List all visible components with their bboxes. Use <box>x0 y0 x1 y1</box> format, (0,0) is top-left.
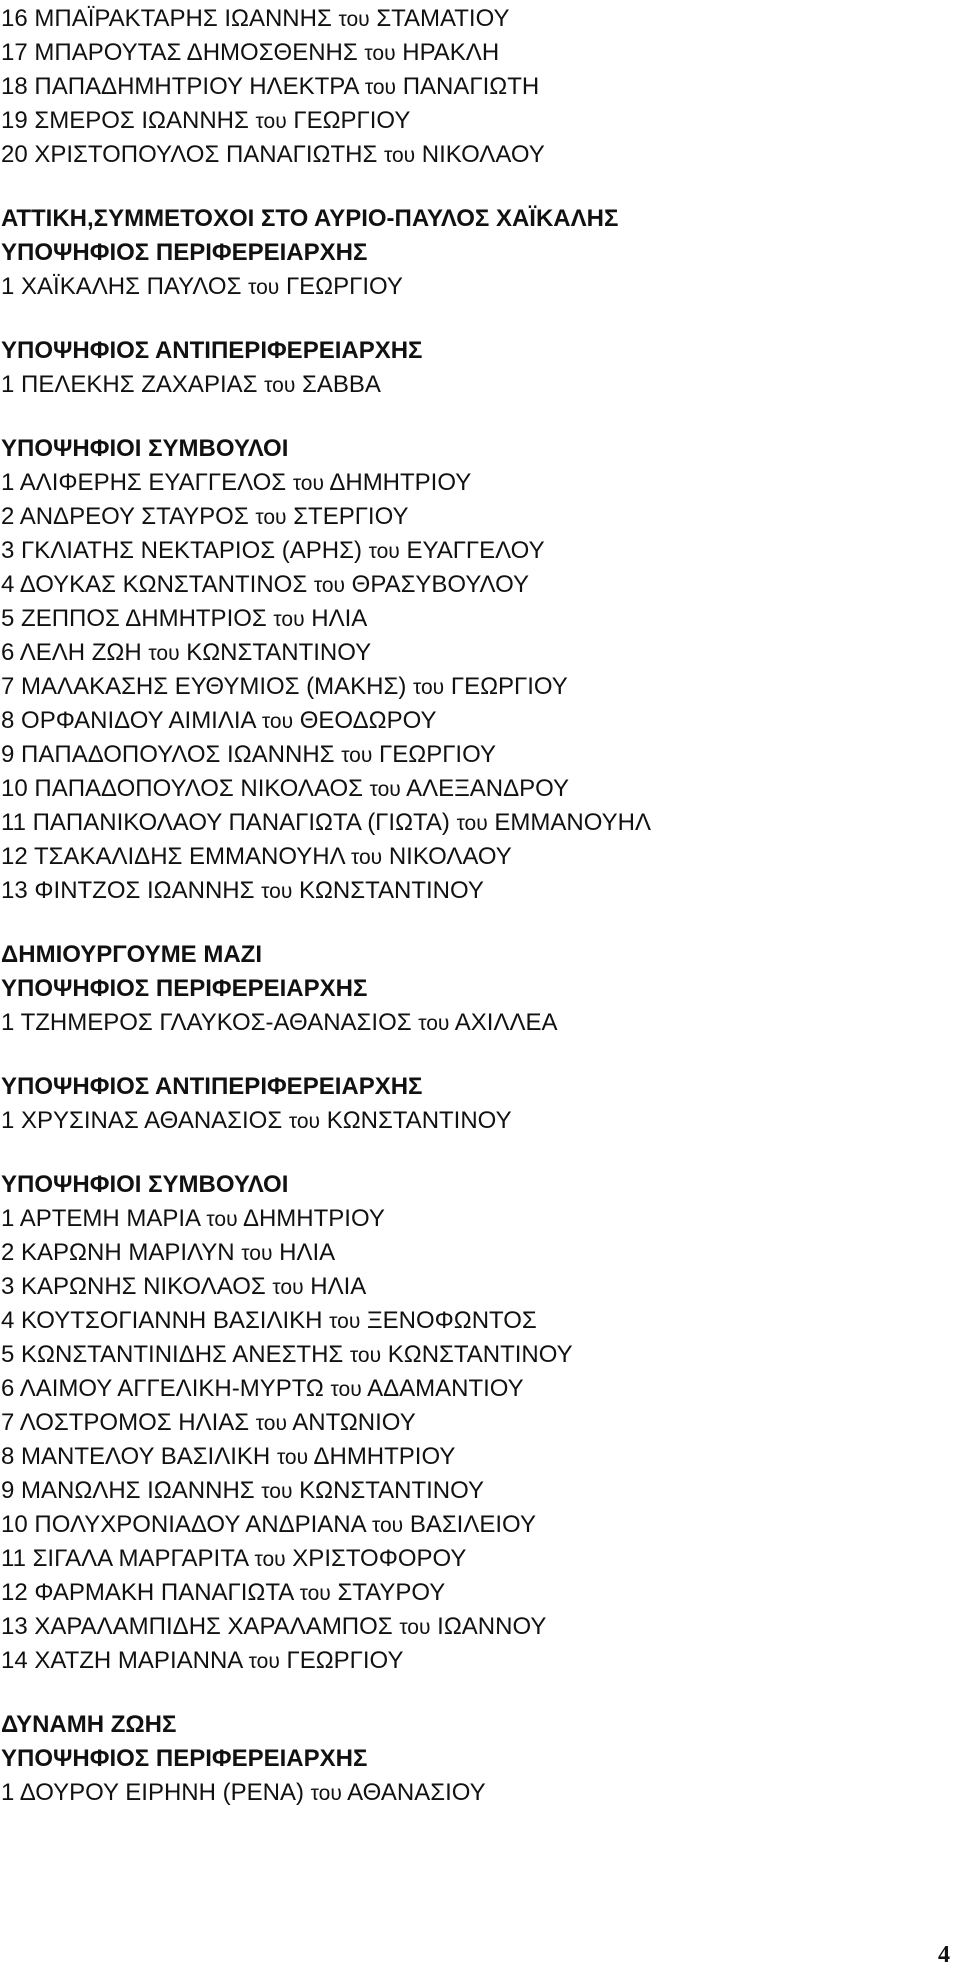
candidate-of-word: του <box>272 1276 304 1299</box>
candidate-entry <box>0 772 960 806</box>
candidate-name: ΑΡΤΕΜΗ ΜΑΡΙΑ <box>19 1205 200 1232</box>
candidate-number: 8 <box>1 1443 15 1470</box>
candidate-entry <box>0 138 960 172</box>
candidate-entry <box>0 1542 960 1576</box>
candidate-of-word: του <box>261 710 294 733</box>
candidate-of-word: του <box>418 1012 450 1035</box>
candidate-of-word: του <box>292 472 324 495</box>
page-number: 4 <box>938 1942 950 1968</box>
candidate-name: ΧΡΙΣΤΟΠΟΥΛΟΣ ΠΑΝΑΓΙΩΤΗΣ <box>34 141 378 168</box>
candidate-number: 9 <box>1 741 15 768</box>
candidate-of-word: του <box>248 276 280 299</box>
candidate-number: 12 <box>1 843 28 870</box>
candidate-entry <box>0 670 960 704</box>
candidate-entry <box>0 1338 960 1372</box>
section-spacer <box>0 1138 960 1168</box>
section-spacer <box>0 402 960 432</box>
candidate-entry <box>0 1006 960 1040</box>
candidate-number: 9 <box>1 1477 15 1504</box>
candidate-number: 11 <box>1 809 26 836</box>
candidate-entry <box>0 500 960 534</box>
candidate-of-word: του <box>241 1242 273 1265</box>
candidate-father-name: ΣΤΑΥΡΟΥ <box>337 1579 446 1606</box>
section-heading: ΥΠΟΨΗΦΙΟΣ ΑΝΤΙΠΕΡΙΦΕΡΕΙΑΡΧΗΣ <box>1 1073 423 1100</box>
candidate-name: ΧΑΪΚΑΛΗΣ ΠΑΥΛΟΣ <box>21 273 242 300</box>
candidate-father-name: ΓΕΩΡΓΙΟΥ <box>293 107 411 134</box>
candidate-father-name: ΗΡΑΚΛΗ <box>402 39 500 66</box>
candidate-entry <box>0 2 960 36</box>
candidate-entry <box>0 1474 960 1508</box>
candidate-entry <box>0 704 960 738</box>
section-heading: ΥΠΟΨΗΦΙΟΣ ΠΕΡΙΦΕΡΕΙΑΡΧΗΣ <box>1 1745 368 1772</box>
candidate-name: ΤΖΗΜΕΡΟΣ ΓΛΑΥΚΟΣ-ΑΘΑΝΑΣΙΟΣ <box>20 1009 412 1036</box>
candidate-father-name: ΑΛΕΞΑΝΔΡΟΥ <box>406 775 570 802</box>
candidate-name: ΜΠΑΪΡΑΚΤΑΡΗΣ ΙΩΑΝΝΗΣ <box>34 5 332 32</box>
candidate-entry <box>0 1576 960 1610</box>
candidate-name: ΠΟΛΥΧΡΟΝΙΑΔΟΥ ΑΝΔΡΙΑΝΑ <box>34 1511 366 1538</box>
candidate-father-name: ΕΜΜΑΝΟΥΗΛ <box>494 809 652 836</box>
candidate-number: 4 <box>1 571 15 598</box>
section-heading: ΥΠΟΨΗΦΙΟΙ ΣΥΜΒΟΥΛΟΙ <box>1 435 289 462</box>
candidate-number: 10 <box>1 775 28 802</box>
candidate-entry <box>0 104 960 138</box>
candidate-of-word: του <box>371 1514 404 1537</box>
candidate-number: 3 <box>1 537 15 564</box>
candidate-father-name: ΘΕΟΔΩΡΟΥ <box>299 707 437 734</box>
candidate-entry <box>0 36 960 70</box>
candidate-of-word: του <box>264 374 296 397</box>
candidate-name: ΔΟΥΚΑΣ ΚΩΝΣΤΑΝΤΙΝΟΣ <box>19 571 308 598</box>
candidate-of-word: του <box>456 812 488 835</box>
candidate-father-name: ΒΑΣΙΛΕΙΟΥ <box>409 1511 536 1538</box>
candidate-number: 14 <box>1 1647 28 1674</box>
candidate-name: ΠΕΛΕΚΗΣ ΖΑΧΑΡΙΑΣ <box>21 371 258 398</box>
section-spacer <box>0 908 960 938</box>
candidate-of-word: του <box>364 76 397 99</box>
candidate-of-word: του <box>288 1110 321 1133</box>
section-spacer <box>0 304 960 334</box>
candidate-number: 20 <box>1 141 28 168</box>
candidate-of-word: του <box>350 846 383 869</box>
candidate-number: 5 <box>1 1341 15 1368</box>
candidate-name: ΚΑΡΩΝΗ ΜΑΡΙΛΥΝ <box>21 1239 235 1266</box>
candidate-entry <box>0 568 960 602</box>
candidate-name: ΛΑΙΜΟΥ ΑΓΓΕΛΙΚΗ-ΜΥΡΤΩ <box>19 1375 324 1402</box>
candidate-of-word: του <box>313 574 345 597</box>
candidate-father-name: ΙΩΑΝΝΟΥ <box>437 1613 547 1640</box>
candidate-father-name: ΞΕΝΟΦΩΝΤΟΣ <box>367 1307 537 1334</box>
candidate-name: ΠΑΠΑΔΗΜΗΤΡΙΟΥ ΗΛΕΚΤΡΑ <box>34 73 359 100</box>
candidate-name: ΦΑΡΜΑΚΗ ΠΑΝΑΓΙΩΤΑ <box>34 1579 293 1606</box>
candidate-name: ΜΠΑΡΟΥΤΑΣ ΔΗΜΟΣΘΕΝΗΣ <box>34 39 358 66</box>
candidate-of-word: του <box>338 8 370 31</box>
candidate-number: 7 <box>1 1409 15 1436</box>
candidate-father-name: ΑΧΙΛΛΕΑ <box>454 1009 558 1036</box>
candidate-name: ΜΑΛΑΚΑΣΗΣ ΕΥΘΥΜΙΟΣ (ΜΑΚΗΣ) <box>21 673 407 700</box>
candidate-number: 10 <box>1 1511 28 1538</box>
candidate-name: ΠΑΠΑΝΙΚΟΛΑΟΥ ΠΑΝΑΓΙΩΤΑ (ΓΙΩΤΑ) <box>32 809 450 836</box>
candidate-of-word: του <box>413 676 445 699</box>
candidate-number: 2 <box>1 503 15 530</box>
candidate-name: ΖΕΠΠΟΣ ΔΗΜΗΤΡΙΟΣ <box>21 605 267 632</box>
candidate-name: ΤΣΑΚΑΛΙΔΗΣ ΕΜΜΑΝΟΥΗΛ <box>33 843 345 870</box>
candidate-father-name: ΓΕΩΡΓΙΟΥ <box>450 673 568 700</box>
candidate-entry <box>0 840 960 874</box>
candidate-entry <box>0 1202 960 1236</box>
candidate-entry <box>0 602 960 636</box>
candidate-number: 4 <box>1 1307 15 1334</box>
candidate-name: ΟΡΦΑΝΙΔΟΥ ΑΙΜΙΛΙΑ <box>21 707 256 734</box>
candidate-entry <box>0 1508 960 1542</box>
candidate-of-word: του <box>255 110 287 133</box>
section-spacer <box>0 172 960 202</box>
candidate-entry <box>0 806 960 840</box>
candidate-name: ΣΜΕΡΟΣ ΙΩΑΝΝΗΣ <box>34 107 249 134</box>
candidate-of-word: του <box>329 1310 361 1333</box>
candidate-number: 3 <box>1 1273 15 1300</box>
candidate-number: 2 <box>1 1239 15 1266</box>
candidate-father-name: ΔΗΜΗΤΡΙΟΥ <box>329 469 472 496</box>
candidate-father-name: ΚΩΝΣΤΑΝΤΙΝΟΥ <box>387 1341 573 1368</box>
candidate-entry <box>0 1270 960 1304</box>
candidate-entry <box>0 1776 960 1810</box>
candidate-number: 1 <box>1 1107 15 1134</box>
section-heading: ΥΠΟΨΗΦΙΟΣ ΠΕΡΙΦΕΡΕΙΑΡΧΗΣ <box>1 975 368 1002</box>
candidate-name: ΑΝΔΡΕΟΥ ΣΤΑΥΡΟΣ <box>19 503 249 530</box>
candidate-of-word: του <box>330 1378 362 1401</box>
candidate-entry <box>0 1610 960 1644</box>
candidate-father-name: ΘΡΑΣΥΒΟΥΛΟΥ <box>351 571 529 598</box>
candidate-of-word: του <box>364 42 396 65</box>
candidate-of-word: του <box>261 1480 293 1503</box>
candidate-of-word: του <box>368 540 400 563</box>
candidate-entry <box>0 1304 960 1338</box>
candidate-father-name: ΣΑΒΒΑ <box>301 371 381 398</box>
candidate-entry <box>0 1372 960 1406</box>
candidate-of-word: του <box>273 608 305 631</box>
candidate-of-word: του <box>206 1208 238 1231</box>
candidate-number: 19 <box>1 107 28 134</box>
candidate-entry <box>0 70 960 104</box>
candidate-number: 13 <box>1 1613 28 1640</box>
candidate-of-word: του <box>261 880 293 903</box>
candidate-name: ΔΟΥΡΟΥ ΕΙΡΗΝΗ (ΡΕΝΑ) <box>19 1779 304 1806</box>
candidate-father-name: ΣΤΑΜΑΤΙΟΥ <box>376 5 510 32</box>
candidate-father-name: ΚΩΝΣΤΑΝΤΙΝΟΥ <box>186 639 372 666</box>
candidate-father-name: ΑΝΤΩΝΙΟΥ <box>292 1409 416 1436</box>
candidate-name: ΜΑΝΤΕΛΟΥ ΒΑΣΙΛΙΚΗ <box>21 1443 271 1470</box>
candidate-of-word: του <box>399 1616 431 1639</box>
candidate-father-name: ΚΩΝΣΤΑΝΤΙΝΟΥ <box>299 1477 485 1504</box>
candidate-father-name: ΑΔΑΜΑΝΤΙΟΥ <box>367 1375 524 1402</box>
candidate-father-name: ΚΩΝΣΤΑΝΤΙΝΟΥ <box>298 877 484 904</box>
candidate-father-name: ΔΗΜΗΤΡΙΟΥ <box>242 1205 385 1232</box>
candidate-father-name: ΓΕΩΡΓΙΟΥ <box>286 1647 404 1674</box>
candidate-name: ΦΙΝΤΖΟΣ ΙΩΑΝΝΗΣ <box>34 877 255 904</box>
candidate-name: ΧΡΥΣΙΝΑΣ ΑΘΑΝΑΣΙΟΣ <box>21 1107 283 1134</box>
candidate-of-word: του <box>349 1344 382 1367</box>
candidate-entry <box>0 368 960 402</box>
candidate-number: 16 <box>1 5 28 32</box>
candidate-entry <box>0 874 960 908</box>
candidate-number: 1 <box>1 1009 15 1036</box>
candidate-name: ΠΑΠΑΔΟΠΟΥΛΟΣ ΝΙΚΟΛΑΟΣ <box>34 775 363 802</box>
candidate-of-word: του <box>369 778 401 801</box>
candidate-father-name: ΣΤΕΡΓΙΟΥ <box>293 503 409 530</box>
section-heading: ΔΥΝΑΜΗ ΖΩΗΣ <box>1 1711 177 1738</box>
candidate-number: 6 <box>1 1375 15 1402</box>
candidate-number: 1 <box>1 469 15 496</box>
candidate-entry <box>0 270 960 304</box>
candidate-father-name: ΓΕΩΡΓΙΟΥ <box>285 273 403 300</box>
candidate-name: ΛΟΣΤΡΟΜΟΣ ΗΛΙΑΣ <box>19 1409 250 1436</box>
candidate-father-name: ΚΩΝΣΤΑΝΤΙΝΟΥ <box>326 1107 512 1134</box>
candidate-father-name: ΗΛΙΑ <box>310 1273 367 1300</box>
candidate-entry <box>0 738 960 772</box>
candidate-number: 6 <box>1 639 15 666</box>
candidate-of-word: του <box>254 1548 286 1571</box>
candidate-number: 8 <box>1 707 15 734</box>
section-heading: ΥΠΟΨΗΦΙΟΣ ΑΝΤΙΠΕΡΙΦΕΡΕΙΑΡΧΗΣ <box>1 337 423 364</box>
candidate-name: ΧΑΤΖΗ ΜΑΡΙΑΝΝΑ <box>34 1647 242 1674</box>
candidate-entry <box>0 534 960 568</box>
section-spacer <box>0 1678 960 1708</box>
candidate-number: 12 <box>1 1579 28 1606</box>
candidate-number: 1 <box>1 1779 15 1806</box>
candidate-name: ΓΚΛΙΑΤΗΣ ΝΕΚΤΑΡΙΟΣ (ΑΡΗΣ) <box>21 537 362 564</box>
candidate-of-word: του <box>310 1782 342 1805</box>
candidate-name: ΧΑΡΑΛΑΜΠΙΔΗΣ ΧΑΡΑΛΑΜΠΟΣ <box>34 1613 393 1640</box>
candidate-entry <box>0 1236 960 1270</box>
candidate-of-word: του <box>148 642 180 665</box>
candidate-of-word: του <box>383 144 416 167</box>
candidate-of-word: του <box>248 1650 280 1673</box>
section-heading: ΥΠΟΨΗΦΙΟΣ ΠΕΡΙΦΕΡΕΙΑΡΧΗΣ <box>1 239 368 266</box>
candidate-number: 18 <box>1 73 28 100</box>
candidate-entry <box>0 1104 960 1138</box>
candidate-name: ΚΑΡΩΝΗΣ ΝΙΚΟΛΑΟΣ <box>21 1273 266 1300</box>
candidate-father-name: ΗΛΙΑ <box>311 605 368 632</box>
candidate-name: ΑΛΙΦΕΡΗΣ ΕΥΑΓΓΕΛΟΣ <box>19 469 287 496</box>
candidate-entry <box>0 1406 960 1440</box>
candidate-father-name: ΗΛΙΑ <box>279 1239 336 1266</box>
candidate-entry <box>0 1644 960 1678</box>
candidate-number: 1 <box>1 273 15 300</box>
candidate-entry <box>0 466 960 500</box>
section-spacer <box>0 1040 960 1070</box>
section-heading: ΑΤΤΙΚΗ,ΣΥΜΜΕΤΟΧΟΙ ΣΤΟ ΑΥΡΙΟ-ΠΑΥΛΟΣ ΧΑΪΚΑΛΗΣ <box>1 205 619 232</box>
candidate-father-name: ΠΑΝΑΓΙΩΤΗ <box>402 73 540 100</box>
candidate-of-word: του <box>341 744 373 767</box>
candidate-number: 1 <box>1 371 15 398</box>
candidate-of-word: του <box>255 1412 287 1435</box>
candidate-number: 7 <box>1 673 15 700</box>
candidate-name: ΚΩΝΣΤΑΝΤΙΝΙΔΗΣ ΑΝΕΣΤΗΣ <box>21 1341 344 1368</box>
section-heading: ΔΗΜΙΟΥΡΓΟΥΜΕ ΜΑΖΙ <box>1 941 263 968</box>
candidate-of-word: του <box>276 1446 309 1469</box>
candidate-father-name: ΝΙΚΟΛΑΟΥ <box>388 843 512 870</box>
candidate-name: ΚΟΥΤΣΟΓΙΑΝΝΗ ΒΑΣΙΛΙΚΗ <box>21 1307 323 1334</box>
candidate-father-name: ΧΡΙΣΤΟΦΟΡΟΥ <box>292 1545 467 1572</box>
candidate-father-name: ΓΕΩΡΓΙΟΥ <box>379 741 496 768</box>
candidate-entry <box>0 1440 960 1474</box>
candidate-father-name: ΔΗΜΗΤΡΙΟΥ <box>313 1443 456 1470</box>
candidate-name: ΜΑΝΩΛΗΣ ΙΩΑΝΝΗΣ <box>21 1477 255 1504</box>
candidate-of-word: του <box>299 1582 331 1605</box>
candidate-father-name: ΝΙΚΟΛΑΟΥ <box>421 141 545 168</box>
candidate-name: ΣΙΓΑΛΑ ΜΑΡΓΑΡΙΤΑ <box>32 1545 248 1572</box>
candidate-number: 11 <box>1 1545 26 1572</box>
candidate-number: 1 <box>1 1205 15 1232</box>
candidate-father-name: ΑΘΑΝΑΣΙΟΥ <box>347 1779 486 1806</box>
candidate-father-name: ΕΥΑΓΓΕΛΟΥ <box>406 537 545 564</box>
candidate-name: ΠΑΠΑΔΟΠΟΥΛΟΣ ΙΩΑΝΝΗΣ <box>21 741 335 768</box>
candidate-of-word: του <box>255 506 287 529</box>
candidate-number: 5 <box>1 605 15 632</box>
candidate-name: ΛΕΛΗ ΖΩΗ <box>19 639 142 666</box>
candidate-number: 17 <box>1 39 28 66</box>
candidate-entry <box>0 636 960 670</box>
candidate-number: 13 <box>1 877 28 904</box>
section-heading: ΥΠΟΨΗΦΙΟΙ ΣΥΜΒΟΥΛΟΙ <box>1 1171 289 1198</box>
